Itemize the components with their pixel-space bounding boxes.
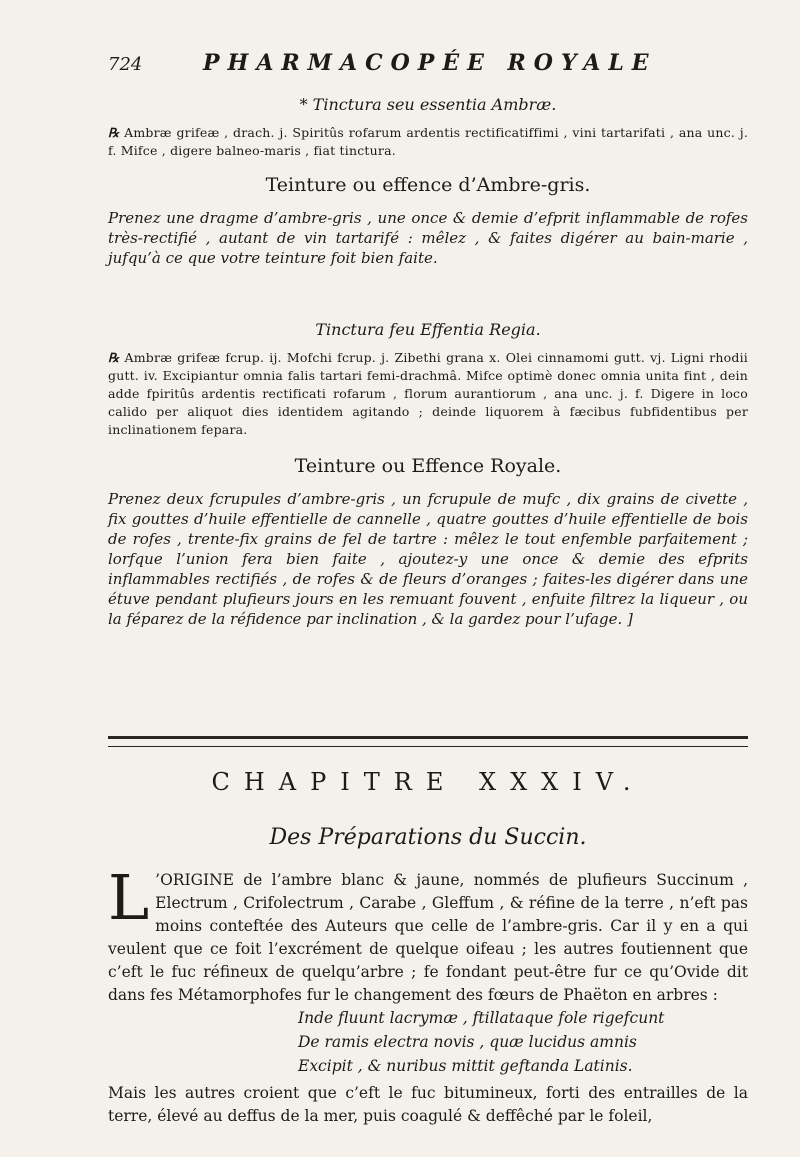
chapter-title: CHAPITRE XXXIV. xyxy=(211,768,645,796)
verse-line: De ramis electra novis , quæ lucidus amnis xyxy=(298,1033,637,1051)
verse-line: Excipit , & nuribus mittit geftanda Latinis. xyxy=(298,1057,633,1075)
verse-line: Inde fluunt lacrymæ , ftillataque fole rigefcunt xyxy=(298,1009,665,1027)
recipe-1 xyxy=(108,95,748,268)
recipe-2-latin-text: ℞ Ambræ grifeæ fcrup. ij. Mofchi fcrup. j. Zibethi grana x. Olei cinnamomi gutt. vj. Ligni rhodii gutt. iv. Excipiantur omnia falis tartari femi-drachmâ. Mifce optimè donec omnia unita fint , dein adde fpiritûs ardentis rectificati rofarum , florum aurantiorum , ana unc. j. f. Digere in loco calido per aliquot dies identidem agitando ; deinde liquorem à fæcibus fubfidentibus per inclinationem fepara. xyxy=(108,350,748,437)
chapter-intro-paragraph: L ’ORIGINE de l’ambre blanc & jaune, nommés de plufieurs Succinum , Electrum , Crifolectrum , Carabe , Gleffum , & réfine de la terre , n’eft pas moins conteftée des Auteurs que celle de l’ambre-gris. Car il y en a qui veulent que ce foit l’excrément de quelque oifeau ; les autres foutiennent que c’eft le fuc réfineux de quelqu’arbre ; fe fondant peut-être fur ce qu’Ovide dit dans fes Métamorphofes fur le changement des fœurs de Phaëton en arbres : xyxy=(108,861,748,1004)
chapter-divider xyxy=(108,736,748,747)
recipe-2-latin-title: Tinctura feu Effentia Regia. xyxy=(315,320,541,339)
page-header xyxy=(108,50,740,84)
recipe-1-french-heading: Teinture ou effence d’Ambre-gris. xyxy=(265,174,591,196)
ovid-verse xyxy=(298,1006,664,1078)
recipe-2 xyxy=(108,320,748,629)
recipe-2-french-heading: Teinture ou Effence Royale. xyxy=(294,455,562,477)
recipe-1-french-text: Prenez une dragme d’ambre-gris , une once & demie d’efprit inflammable de rofes très-rectifié , autant de vin tartarifé : mêlez , & faites digérer au bain-marie , jufqu’à ce que votre teinture foit bien faite. xyxy=(108,209,748,267)
recipe-symbol-icon: ℞ xyxy=(108,350,120,365)
chapter-subtitle: Des Préparations du Succin. xyxy=(269,825,587,850)
recipe-1-latin-title: * Tinctura seu essentia Ambræ. xyxy=(299,95,557,114)
drop-capital: L xyxy=(108,861,150,934)
closing-paragraph: Mais les autres croient que c’eft le fuc bitumineux, forti des entrailles de la terre, élevé au deffus de la mer, puis coagulé & deffêché par le foleil, xyxy=(108,1084,748,1125)
recipe-1-latin-text: ℞ Ambræ grifeæ , drach. j. Spiritûs rofarum ardentis rectificatiffimi , vini tartarifati , ana unc. j. f. Mifce , digere balneo-maris , fiat tinctura. xyxy=(108,125,748,158)
running-head: PHARMACOPÉE ROYALE xyxy=(203,50,657,76)
page-number: 724 xyxy=(108,54,143,75)
recipe-symbol-icon: ℞ xyxy=(108,125,120,140)
recipe-2-french-text: Prenez deux fcrupules d’ambre-gris , un fcrupule de mufc , dix grains de civette , fix gouttes d’huile effentielle de cannelle , quatre gouttes d’huile effentielle de bois de rofes , trente-fix grains de fel de tartre : mêlez le tout enfemble parfaitement ; lorfque l’union fera bien faite , ajoutez-y une once & demie des efprits inflammables rectifiés , de rofes & de fleurs d’oranges ; faites-les digérer dans une étuve pendant plufieurs jours en les remuant fouvent , enfuite filtrez la liqueur , ou la féparez de la réfidence par inclination , & la gardez pour l’ufage. ] xyxy=(108,490,748,628)
